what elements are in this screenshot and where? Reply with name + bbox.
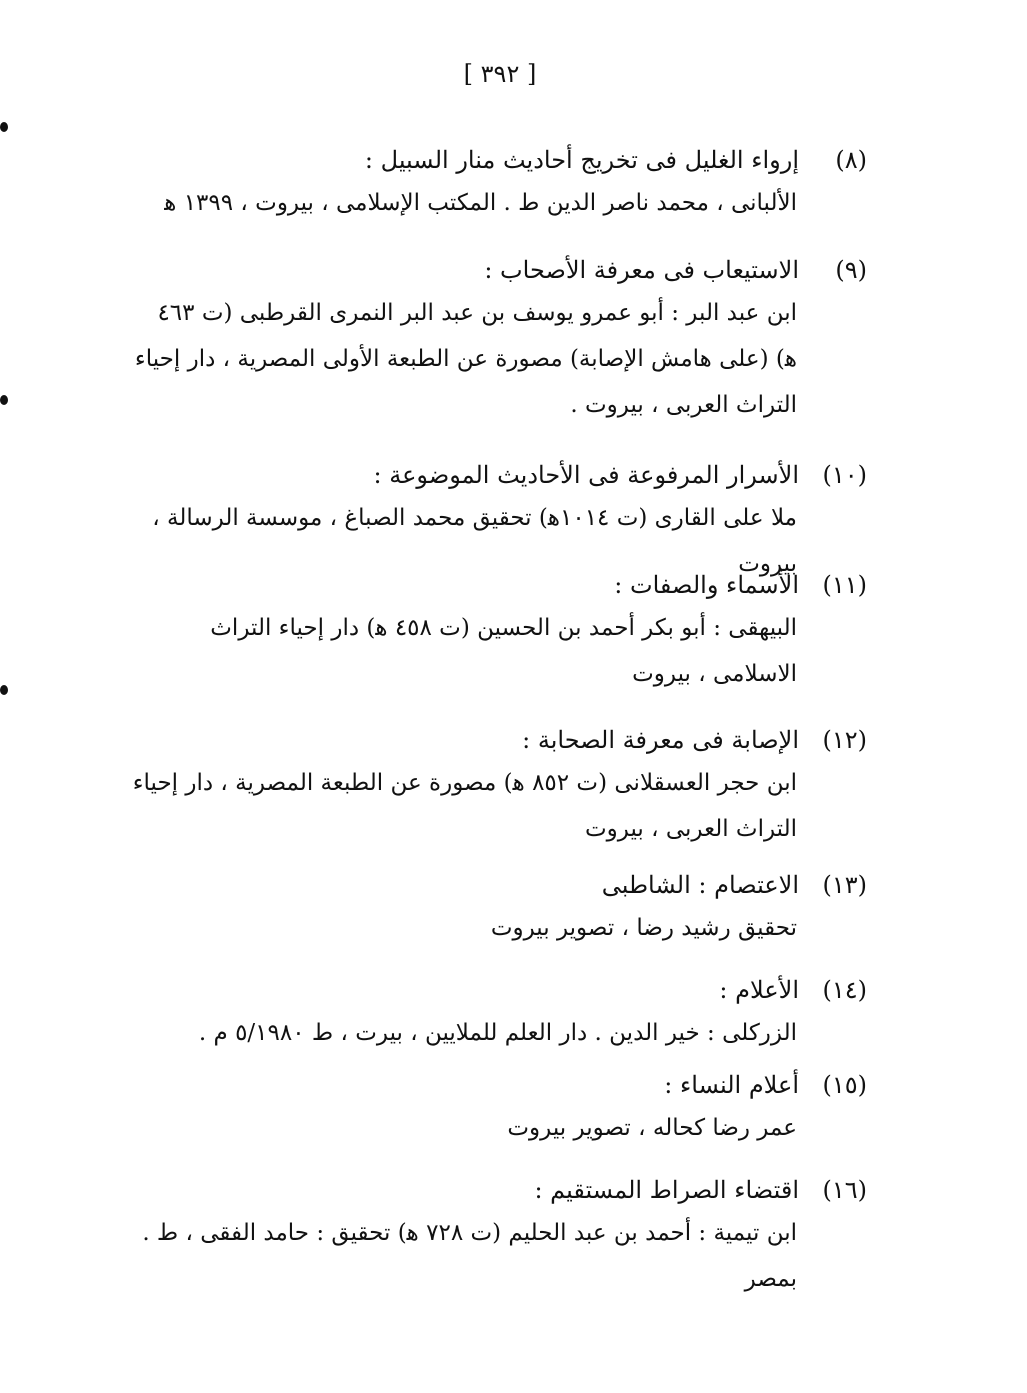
entry-title: إرواء الغليل فى تخريج أحاديث منار السبيل : — [364, 146, 799, 174]
bibliography-entry — [130, 565, 867, 697]
entry-heading — [130, 865, 867, 905]
entry-number: (٩) — [835, 256, 867, 284]
entry-title: الأسماء والصفات : — [614, 571, 799, 599]
bibliography-entry — [130, 1065, 867, 1151]
entry-details: الزركلى : خير الدين . دار العلم للملايين ، بيرت ، ط ٥/١٩٨٠ م . — [198, 1020, 797, 1046]
bibliography-entry — [130, 250, 867, 428]
entry-title: الأعلام : — [719, 976, 799, 1004]
entry-details: عمر رضا كحاله ، تصوير بيروت — [507, 1115, 797, 1141]
entry-details: ابن حجر العسقلانى (ت ٨٥٢ ﻫ) مصورة عن الطبعة المصرية ، دار إحياء التراث العربى ، بيروت — [132, 770, 797, 842]
page-number: [ ٣٩٢ ] — [463, 60, 537, 88]
entry-heading — [130, 1065, 867, 1105]
entry-heading — [130, 140, 867, 180]
entry-number: (١٢) — [822, 726, 867, 754]
entry-title: الاستيعاب فى معرفة الأصحاب : — [484, 256, 799, 284]
entry-details: ملا على القارى (ت ١٠١٤ﻫ) تحقيق محمد الصباغ ، موسسة الرسالة ، بيروت — [152, 505, 797, 577]
entry-heading — [130, 455, 867, 495]
entry-number: (١١) — [822, 571, 867, 599]
entry-title: الأسرار المرفوعة فى الأحاديث الموضوعة : — [373, 461, 799, 489]
entry-number: (١٦) — [822, 1176, 867, 1204]
entry-number: (١٥) — [822, 1071, 867, 1099]
entry-title: الاعتصام : الشاطبى — [601, 871, 799, 899]
entry-details: الألبانى ، محمد ناصر الدين ط . المكتب الإسلامى ، بيروت ، ١٣٩٩ ﻫ — [164, 190, 797, 216]
margin-mark — [0, 122, 8, 132]
entry-details: البيهقى : أبو بكر أحمد بن الحسين (ت ٤٥٨ ﻫ) دار إحياء التراث الاسلامى ، بيروت — [210, 615, 797, 687]
bibliography-entry — [130, 720, 867, 852]
entry-heading — [130, 970, 867, 1010]
margin-mark — [0, 395, 8, 405]
entry-number: (١٤) — [822, 976, 867, 1004]
bibliography-entry — [130, 865, 867, 951]
entry-details: ابن تيمية : أحمد بن عبد الحليم (ت ٧٢٨ ﻫ) تحقيق : حامد الفقى ، ط . بمصر — [142, 1220, 797, 1292]
entry-heading — [130, 1170, 867, 1210]
bibliography-entry — [130, 1170, 867, 1302]
entry-heading — [130, 720, 867, 760]
entry-heading — [130, 565, 867, 605]
entry-number: (١٠) — [822, 461, 867, 489]
entry-number: (٨) — [835, 146, 867, 174]
entry-details: تحقيق رشيد رضا ، تصوير بيروت — [490, 915, 797, 941]
bibliography-entry — [130, 140, 867, 226]
entry-details: ابن عبد البر : أبو عمرو يوسف بن عبد البر النمرى القرطبى (ت ٤٦٣ ﻫ) (على هامش الإصابة) مصورة عن الطبعة الأولى المصرية ، دار إحياء التراث العربى ، بيروت . — [134, 300, 797, 418]
entry-heading — [130, 250, 867, 290]
entry-title: الإصابة فى معرفة الصحابة : — [522, 726, 799, 754]
entry-title: أعلام النساء : — [664, 1071, 799, 1099]
entry-title: اقتضاء الصراط المستقيم : — [534, 1176, 799, 1204]
entry-number: (١٣) — [822, 871, 867, 899]
bibliography-entry — [130, 970, 867, 1056]
margin-mark — [0, 685, 8, 695]
